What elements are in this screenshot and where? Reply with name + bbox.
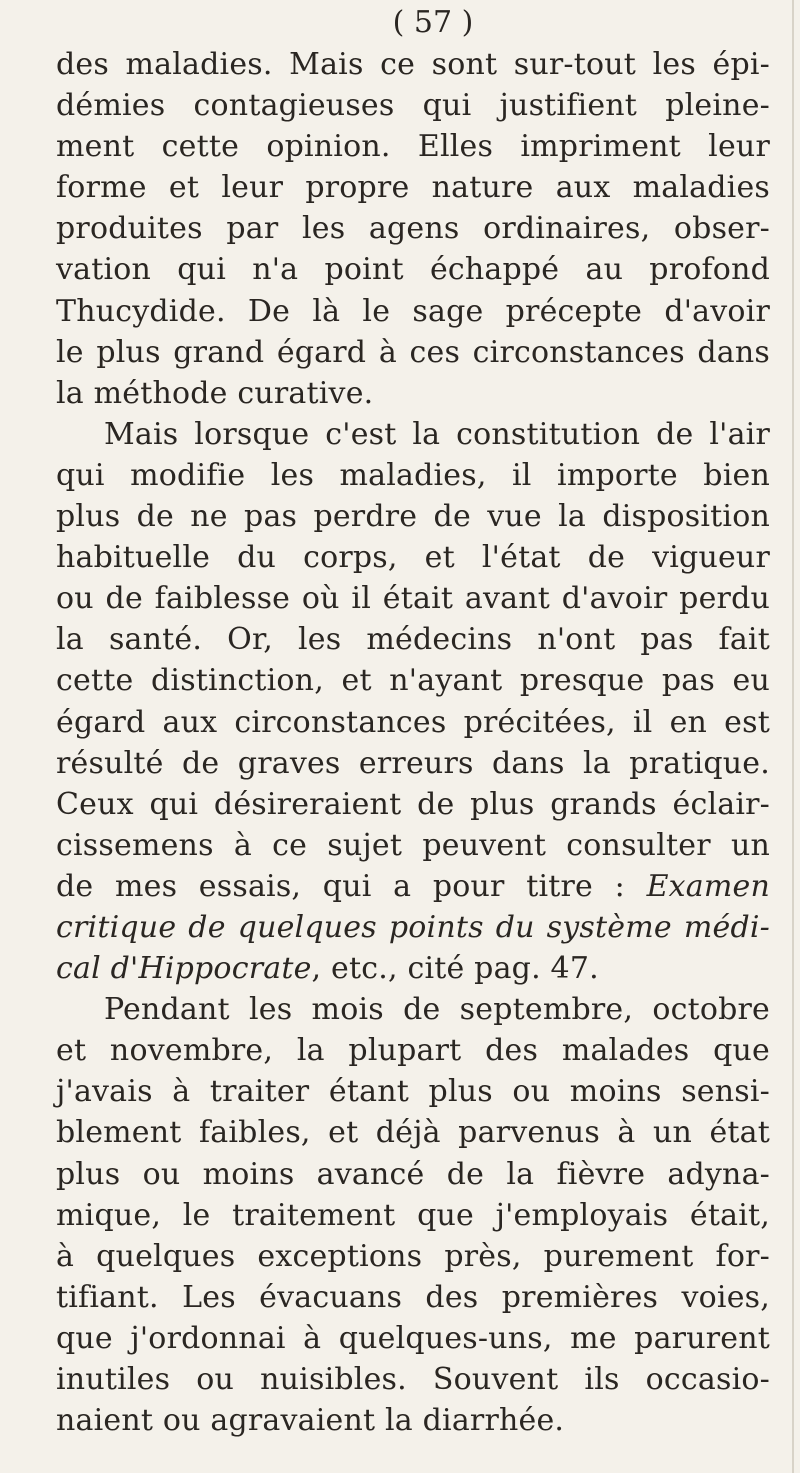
text-line xyxy=(56,1112,770,1153)
text-segment: produites par les agens ordinaires, obser- xyxy=(56,211,770,247)
text-segment: la santé. Or, les médecins n'ont pas fait xyxy=(56,622,770,658)
text-line xyxy=(56,1154,770,1195)
text-line xyxy=(56,1236,770,1277)
text-line xyxy=(56,825,770,866)
text-segment: ou de faiblesse où il était avant d'avoir perdu xyxy=(56,581,770,617)
text-segment: Pendant les mois de septembre, octobre xyxy=(104,992,770,1028)
text-segment: plus de ne pas perdre de vue la disposition xyxy=(56,499,770,535)
text-segment: résulté de graves erreurs dans la pratique. xyxy=(56,745,770,781)
text-segment: qui modifie les maladies, il importe bien xyxy=(56,457,770,493)
text-segment: cette distinction, et n'ayant presque pas eu xyxy=(56,663,770,699)
text-line xyxy=(56,866,770,907)
text-segment: inutiles ou nuisibles. Souvent ils occasio- xyxy=(56,1362,770,1397)
text-segment: mique, le traitement que j'employais était, xyxy=(56,1197,770,1233)
text-line xyxy=(56,414,770,455)
text-line xyxy=(56,1277,770,1318)
text-line xyxy=(56,208,770,249)
text-segment: tifiant. Les évacuans des premières voies, xyxy=(56,1279,770,1315)
text-line xyxy=(56,1359,770,1400)
text-line xyxy=(56,660,770,701)
text-segment: égard aux circonstances précitées, il en est xyxy=(56,704,770,740)
text-line xyxy=(56,44,770,85)
text-segment: à quelques exceptions près, purement for- xyxy=(56,1238,770,1274)
text-segment: vation qui n'a point échappé au profond xyxy=(56,252,770,288)
text-line xyxy=(56,784,770,825)
text-segment: habituelle du corps, et l'état de vigueur xyxy=(56,540,770,576)
text-segment: Thucydide. De là le sage précepte d'avoir xyxy=(56,293,770,329)
text-segment: le plus grand égard à ces circonstances dans xyxy=(56,334,770,370)
text-line xyxy=(56,496,770,537)
text-line xyxy=(56,85,770,126)
text-segment: cissemens à ce sujet peuvent consulter un xyxy=(56,827,770,863)
page-number-header: ( 57 ) xyxy=(392,5,474,40)
text-line xyxy=(56,537,770,578)
body-text xyxy=(56,44,770,1441)
text-line xyxy=(56,1071,770,1112)
text-segment: forme et leur propre nature aux maladies xyxy=(56,170,770,206)
text-segment: j'avais à traiter étant plus ou moins sensi- xyxy=(56,1074,770,1110)
page-edge xyxy=(792,0,794,1473)
text-line xyxy=(56,907,770,948)
text-segment: blement faibles, et déjà parvenus à un état xyxy=(56,1115,770,1151)
text-line xyxy=(56,578,770,619)
text-segment: de mes essais, qui a pour titre : xyxy=(56,868,647,904)
text-segment: des maladies. Mais ce sont sur-tout les épi- xyxy=(56,47,770,82)
text-line xyxy=(56,455,770,496)
text-segment: la méthode curative. xyxy=(56,375,374,411)
text-line xyxy=(56,1400,770,1441)
italic-text: cal d'Hippocrate xyxy=(56,951,312,987)
text-segment: démies contagieuses qui justifient pleine- xyxy=(56,88,770,124)
text-line xyxy=(56,743,770,784)
text-line xyxy=(56,948,770,989)
text-line xyxy=(56,989,770,1030)
text-line xyxy=(56,167,770,208)
text-line xyxy=(56,291,770,332)
text-line xyxy=(56,702,770,743)
text-line xyxy=(56,126,770,167)
italic-text: critique de quelques points du système médi- xyxy=(56,909,770,945)
text-segment: Mais lorsque c'est la constitution de l'air xyxy=(104,416,770,452)
text-segment: Ceux qui désireraient de plus grands éclair- xyxy=(56,786,770,822)
text-segment: plus ou moins avancé de la fièvre adyna- xyxy=(56,1156,770,1192)
text-line xyxy=(56,1318,770,1359)
text-segment: ment cette opinion. Elles impriment leur xyxy=(56,129,770,165)
text-line xyxy=(56,249,770,290)
text-segment: que j'ordonnai à quelques-uns, me parurent xyxy=(56,1320,770,1356)
text-segment: , etc., cité pag. 47. xyxy=(311,951,599,987)
text-segment: et novembre, la plupart des malades que xyxy=(56,1033,770,1069)
text-line xyxy=(56,1030,770,1071)
text-segment: naient ou agravaient la diarrhée. xyxy=(56,1403,565,1439)
text-line xyxy=(56,332,770,373)
text-line xyxy=(56,619,770,660)
italic-text: Examen xyxy=(646,868,770,904)
text-line xyxy=(56,373,770,414)
text-line xyxy=(56,1195,770,1236)
